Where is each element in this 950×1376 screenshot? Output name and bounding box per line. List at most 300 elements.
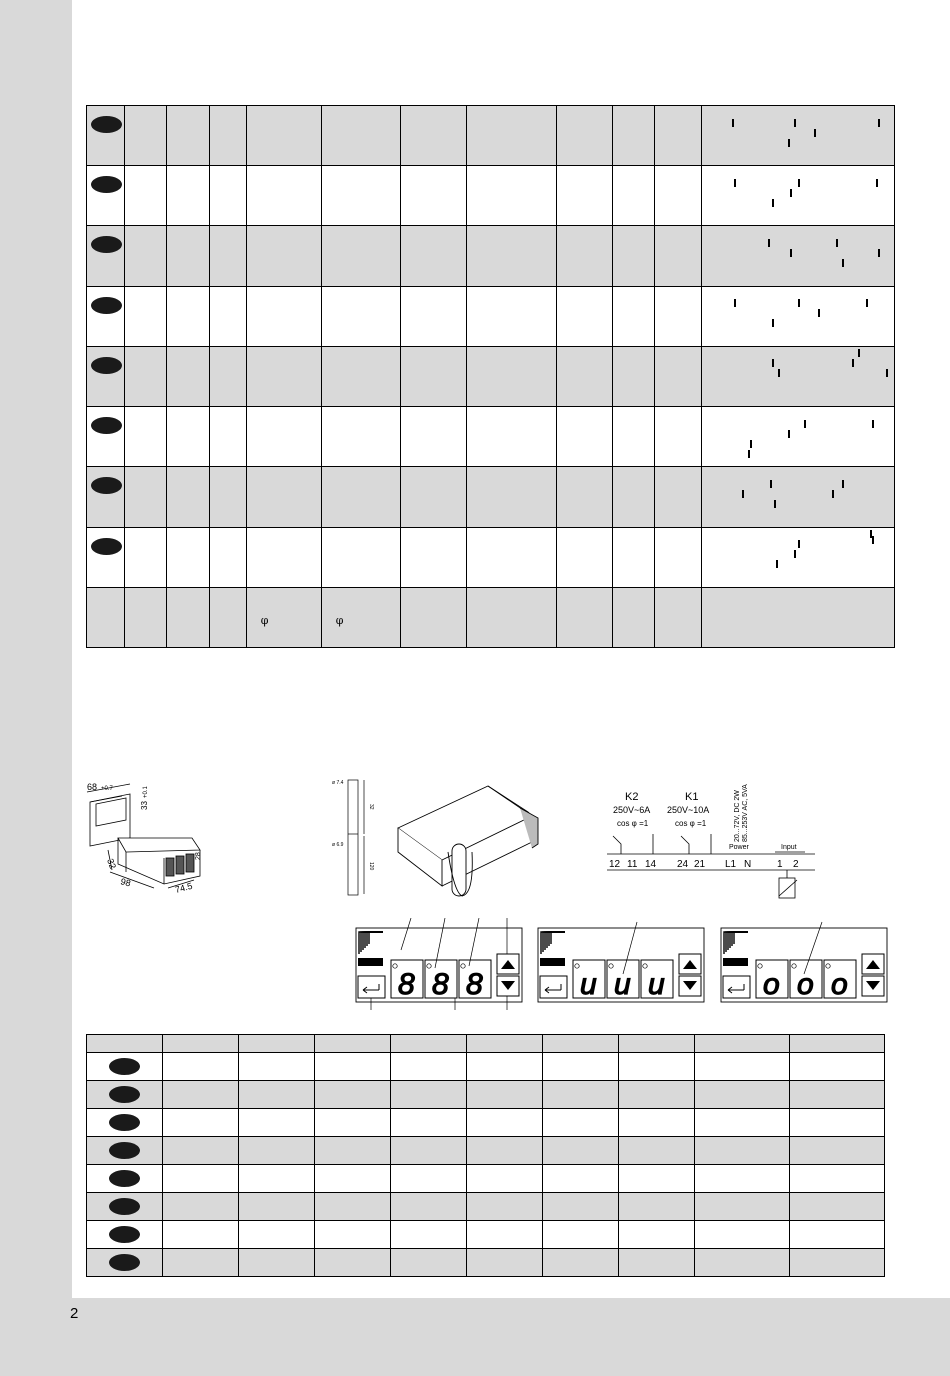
table-cell <box>702 226 895 286</box>
table-cell <box>543 1193 619 1221</box>
table-cell <box>655 226 702 286</box>
table-cell <box>702 166 895 226</box>
table-cell <box>166 467 209 527</box>
table-cell <box>246 467 321 527</box>
table-cell <box>87 1193 163 1221</box>
language-badge <box>109 1114 140 1131</box>
table-cell <box>321 106 400 166</box>
table-cell <box>619 1137 695 1165</box>
language-badge <box>91 297 122 314</box>
table-cell <box>467 346 557 406</box>
housing-front-label: 74.5 <box>173 880 194 895</box>
table-cell <box>613 407 655 467</box>
table-cell <box>694 1137 790 1165</box>
table-cell <box>87 1249 163 1277</box>
upper-specs-table <box>86 105 895 648</box>
tick-mark <box>770 480 772 488</box>
table-cell <box>162 1053 238 1081</box>
tick-mark <box>750 440 752 448</box>
upper-table-row <box>87 286 895 346</box>
tick-mark <box>798 179 800 187</box>
table-cell <box>400 587 467 647</box>
table-cell <box>162 1081 238 1109</box>
terminal-21: 21 <box>694 859 706 870</box>
table-cell <box>124 467 166 527</box>
table-cell <box>390 1249 466 1277</box>
upper-table-row <box>87 587 895 647</box>
language-badge <box>109 1254 140 1271</box>
tick-mark <box>772 199 774 207</box>
lower-table-row <box>87 1221 885 1249</box>
table-cell <box>400 106 467 166</box>
table-cell <box>400 407 467 467</box>
language-badge <box>109 1198 140 1215</box>
digit-2: 8 <box>432 968 449 1001</box>
tick-mark <box>886 369 888 377</box>
lower-table-row <box>87 1081 885 1109</box>
language-badge <box>91 116 122 133</box>
tick-mark <box>794 550 796 558</box>
tick-mark <box>836 239 838 247</box>
table-cell <box>87 407 125 467</box>
table-cell <box>209 106 246 166</box>
table-cell <box>400 346 467 406</box>
terminal-1: 1 <box>777 859 783 870</box>
sensor-top-diameter: ø 7.4 <box>332 780 344 786</box>
table-cell <box>315 1249 391 1277</box>
table-cell <box>613 527 655 587</box>
table-cell <box>209 286 246 346</box>
table-cell <box>400 166 467 226</box>
table-cell <box>321 166 400 226</box>
language-badge <box>109 1086 140 1103</box>
table-cell <box>246 286 321 346</box>
table-cell <box>162 1137 238 1165</box>
lower-table <box>86 1034 885 1277</box>
device-3d-diagram <box>392 782 542 902</box>
table-cell <box>702 587 895 647</box>
table-cell <box>543 1221 619 1249</box>
digit-3: 8 <box>466 968 483 1001</box>
table-cell <box>790 1193 885 1221</box>
power-voltage-1: 20...72V, DC 2W <box>734 790 741 842</box>
header-cell <box>162 1035 238 1053</box>
tick-mark <box>798 299 800 307</box>
housing-dimensions-diagram <box>82 780 212 900</box>
table-cell <box>400 286 467 346</box>
tick-mark <box>866 299 868 307</box>
page-number: 2 <box>70 1305 79 1322</box>
table-cell <box>87 226 125 286</box>
housing-length-label: 98 <box>119 876 132 889</box>
table-cell <box>246 527 321 587</box>
table-cell <box>87 346 125 406</box>
table-cell <box>166 166 209 226</box>
tick-mark <box>878 249 880 257</box>
table-cell <box>246 407 321 467</box>
enter-key <box>358 976 385 998</box>
table-cell <box>87 1221 163 1249</box>
table-cell <box>209 407 246 467</box>
table-cell <box>467 527 557 587</box>
lower-table-row <box>87 1137 885 1165</box>
header-cell <box>790 1035 885 1053</box>
housing-width-label: 68 <box>87 782 98 792</box>
display-panel-1 <box>355 918 525 1010</box>
language-badge <box>91 357 122 374</box>
header-cell <box>466 1035 543 1053</box>
table-cell <box>209 346 246 406</box>
tick-mark <box>790 249 792 257</box>
upper-table-row <box>87 467 895 527</box>
terminal-11: 11 <box>627 859 638 870</box>
input-label: Input <box>781 844 797 851</box>
sensor-bottom-diameter: ø 6.9 <box>332 842 344 848</box>
digit-3: o <box>831 968 848 1001</box>
tick-mark <box>790 189 792 197</box>
table-cell <box>246 346 321 406</box>
table-cell <box>166 407 209 467</box>
table-cell <box>390 1193 466 1221</box>
language-badge <box>91 417 122 434</box>
table-cell <box>557 226 613 286</box>
table-cell <box>619 1249 695 1277</box>
table-cell <box>246 587 321 647</box>
table-cell <box>557 106 613 166</box>
table-cell <box>466 1137 543 1165</box>
table-cell <box>619 1081 695 1109</box>
table-cell <box>400 467 467 527</box>
table-cell <box>124 587 166 647</box>
table-cell <box>790 1081 885 1109</box>
language-badge <box>91 477 122 494</box>
table-cell <box>543 1081 619 1109</box>
tick-mark <box>748 450 750 458</box>
terminal-2: 2 <box>793 859 799 870</box>
table-cell <box>209 587 246 647</box>
lower-table-row <box>87 1109 885 1137</box>
table-cell <box>655 527 702 587</box>
table-cell <box>613 587 655 647</box>
tick-mark <box>772 319 774 327</box>
tick-mark <box>794 119 796 127</box>
digit-1: 8 <box>398 968 415 1001</box>
language-badge <box>91 236 122 253</box>
housing-width-tolerance: +0.7 <box>101 786 113 792</box>
table-cell <box>321 407 400 467</box>
k2-cos: cos φ =1 <box>617 819 649 828</box>
table-cell <box>655 467 702 527</box>
table-cell <box>124 106 166 166</box>
table-cell <box>321 346 400 406</box>
tick-mark <box>878 119 880 127</box>
table-cell <box>467 106 557 166</box>
table-cell <box>390 1109 466 1137</box>
table-cell <box>238 1249 315 1277</box>
upper-table-row <box>87 106 895 166</box>
digit-2: u <box>614 968 631 1001</box>
table-cell <box>321 226 400 286</box>
table-cell <box>790 1221 885 1249</box>
table-cell <box>557 467 613 527</box>
housing-depth-label: 32 <box>105 857 118 871</box>
wiring-diagram <box>605 778 815 903</box>
tick-mark <box>876 179 878 187</box>
enter-key <box>540 976 567 998</box>
tick-mark <box>832 490 834 498</box>
table-cell <box>162 1109 238 1137</box>
table-cell <box>238 1053 315 1081</box>
k2-label: K2 <box>625 791 639 803</box>
table-cell <box>790 1053 885 1081</box>
table-cell <box>166 346 209 406</box>
table-cell <box>321 286 400 346</box>
table-cell <box>557 407 613 467</box>
table-cell <box>238 1221 315 1249</box>
table-cell <box>613 106 655 166</box>
table-cell <box>390 1137 466 1165</box>
phi-symbol: φ <box>335 613 344 627</box>
terminal-N: N <box>744 859 752 870</box>
language-badge <box>109 1226 140 1243</box>
table-cell <box>246 106 321 166</box>
table-cell <box>790 1137 885 1165</box>
upper-table-row <box>87 346 895 406</box>
tick-mark <box>772 359 774 367</box>
table-cell <box>124 286 166 346</box>
housing-side-label: 28 <box>195 852 202 860</box>
terminal-12: 12 <box>609 859 621 870</box>
table-cell <box>655 407 702 467</box>
table-cell <box>694 1165 790 1193</box>
table-cell <box>87 527 125 587</box>
table-cell <box>619 1221 695 1249</box>
table-cell <box>321 527 400 587</box>
power-voltage-2: 85...253V AC, 5VA <box>742 784 749 842</box>
brand-label: RITTAL <box>725 961 746 967</box>
table-cell <box>315 1137 391 1165</box>
digit-1: o <box>763 968 780 1001</box>
table-cell <box>209 527 246 587</box>
tick-mark <box>732 119 734 127</box>
terminal-24: 24 <box>677 859 689 870</box>
table-cell <box>87 1165 163 1193</box>
table-cell <box>390 1081 466 1109</box>
table-cell <box>694 1053 790 1081</box>
table-cell <box>390 1221 466 1249</box>
table-cell <box>466 1249 543 1277</box>
table-cell <box>702 407 895 467</box>
table-cell <box>557 346 613 406</box>
table-cell <box>238 1137 315 1165</box>
table-cell <box>166 527 209 587</box>
display-panel-3 <box>720 918 890 1010</box>
table-cell <box>87 1109 163 1137</box>
tick-mark <box>788 139 790 147</box>
tick-mark <box>776 560 778 568</box>
table-cell <box>790 1249 885 1277</box>
table-cell <box>315 1193 391 1221</box>
table-cell <box>467 166 557 226</box>
table-cell <box>466 1109 543 1137</box>
housing-height-tolerance: +0.1 <box>143 786 149 798</box>
upper-table-row <box>87 407 895 467</box>
table-cell <box>124 226 166 286</box>
language-badge <box>109 1142 140 1159</box>
table-cell <box>467 286 557 346</box>
lower-table-row <box>87 1053 885 1081</box>
table-cell <box>209 226 246 286</box>
table-cell <box>543 1109 619 1137</box>
tick-mark <box>818 309 820 317</box>
tick-mark <box>788 430 790 438</box>
table-cell <box>124 407 166 467</box>
upper-table-row <box>87 166 895 226</box>
table-cell <box>613 286 655 346</box>
table-cell <box>702 346 895 406</box>
table-cell <box>694 1193 790 1221</box>
table-cell <box>655 286 702 346</box>
tick-mark <box>768 239 770 247</box>
tick-mark <box>842 259 844 267</box>
table-cell <box>162 1193 238 1221</box>
table-cell <box>613 166 655 226</box>
brand-label: RITTAL <box>360 961 381 967</box>
digit-1: u <box>580 968 597 1001</box>
k1-rating: 250V~10A <box>667 805 710 815</box>
table-cell <box>655 346 702 406</box>
table-cell <box>655 587 702 647</box>
table-cell <box>87 587 125 647</box>
table-cell <box>238 1109 315 1137</box>
table-cell <box>619 1193 695 1221</box>
table-cell <box>466 1193 543 1221</box>
tick-mark <box>814 129 816 137</box>
table-cell <box>315 1221 391 1249</box>
table-cell <box>467 587 557 647</box>
tick-mark <box>734 179 736 187</box>
table-cell <box>315 1109 391 1137</box>
tick-mark <box>842 480 844 488</box>
header-cell <box>619 1035 695 1053</box>
table-cell <box>613 346 655 406</box>
table-cell <box>467 467 557 527</box>
table-cell <box>619 1165 695 1193</box>
header-cell <box>238 1035 315 1053</box>
table-cell <box>702 527 895 587</box>
table-cell <box>466 1221 543 1249</box>
table-cell <box>400 527 467 587</box>
table-cell <box>694 1081 790 1109</box>
table-cell <box>543 1137 619 1165</box>
table-cell <box>613 226 655 286</box>
digit-3: u <box>648 968 665 1001</box>
table-cell <box>790 1165 885 1193</box>
table-cell <box>87 467 125 527</box>
table-cell <box>557 587 613 647</box>
terminal-strip <box>609 859 799 870</box>
table-cell <box>557 286 613 346</box>
table-cell <box>87 1081 163 1109</box>
header-cell <box>87 1035 163 1053</box>
tick-mark <box>804 420 806 428</box>
sensor-length-2: 120 <box>368 862 374 871</box>
table-cell <box>400 226 467 286</box>
tick-mark <box>872 536 874 544</box>
table-cell <box>87 106 125 166</box>
terminal-L1: L1 <box>725 859 737 870</box>
table-cell <box>557 166 613 226</box>
brand-label: RITTAL <box>542 961 563 967</box>
lower-table-row <box>87 1249 885 1277</box>
k1-cos: cos φ =1 <box>675 819 707 828</box>
table-cell <box>694 1221 790 1249</box>
k1-label: K1 <box>685 791 699 803</box>
table-cell <box>315 1165 391 1193</box>
language-badge <box>91 176 122 193</box>
table-cell <box>702 106 895 166</box>
table-cell <box>124 527 166 587</box>
header-cell <box>315 1035 391 1053</box>
tick-mark <box>778 369 780 377</box>
table-cell <box>315 1053 391 1081</box>
table-cell <box>246 226 321 286</box>
table-cell <box>467 226 557 286</box>
k2-rating: 250V~6A <box>613 805 651 815</box>
table-cell <box>162 1221 238 1249</box>
table-cell <box>209 166 246 226</box>
sensor-diagram <box>330 776 380 901</box>
table-cell <box>124 166 166 226</box>
table-cell <box>619 1053 695 1081</box>
table-cell <box>166 226 209 286</box>
header-cell <box>694 1035 790 1053</box>
header-cell <box>543 1035 619 1053</box>
table-cell <box>166 587 209 647</box>
table-cell <box>87 1137 163 1165</box>
language-badge <box>109 1058 140 1075</box>
table-cell <box>209 467 246 527</box>
tick-mark <box>734 299 736 307</box>
table-cell <box>655 106 702 166</box>
table-cell <box>694 1109 790 1137</box>
table-cell <box>613 467 655 527</box>
lower-table-row <box>87 1193 885 1221</box>
table-cell <box>702 286 895 346</box>
table-cell <box>543 1249 619 1277</box>
table-cell <box>694 1249 790 1277</box>
table-cell <box>466 1081 543 1109</box>
upper-table-row <box>87 527 895 587</box>
table-cell <box>124 346 166 406</box>
table-cell <box>655 166 702 226</box>
table-cell <box>238 1165 315 1193</box>
language-badge <box>91 538 122 555</box>
tick-mark <box>798 540 800 548</box>
terminal-14: 14 <box>645 859 657 870</box>
table-cell <box>162 1165 238 1193</box>
tick-mark <box>858 349 860 357</box>
table-cell <box>321 467 400 527</box>
table-cell <box>87 166 125 226</box>
phi-symbol: φ <box>260 613 269 627</box>
tick-mark <box>852 359 854 367</box>
table-cell <box>543 1053 619 1081</box>
tick-mark <box>872 420 874 428</box>
table-cell <box>166 286 209 346</box>
housing-height-label: 33 <box>140 801 149 810</box>
digit-2: o <box>797 968 814 1001</box>
